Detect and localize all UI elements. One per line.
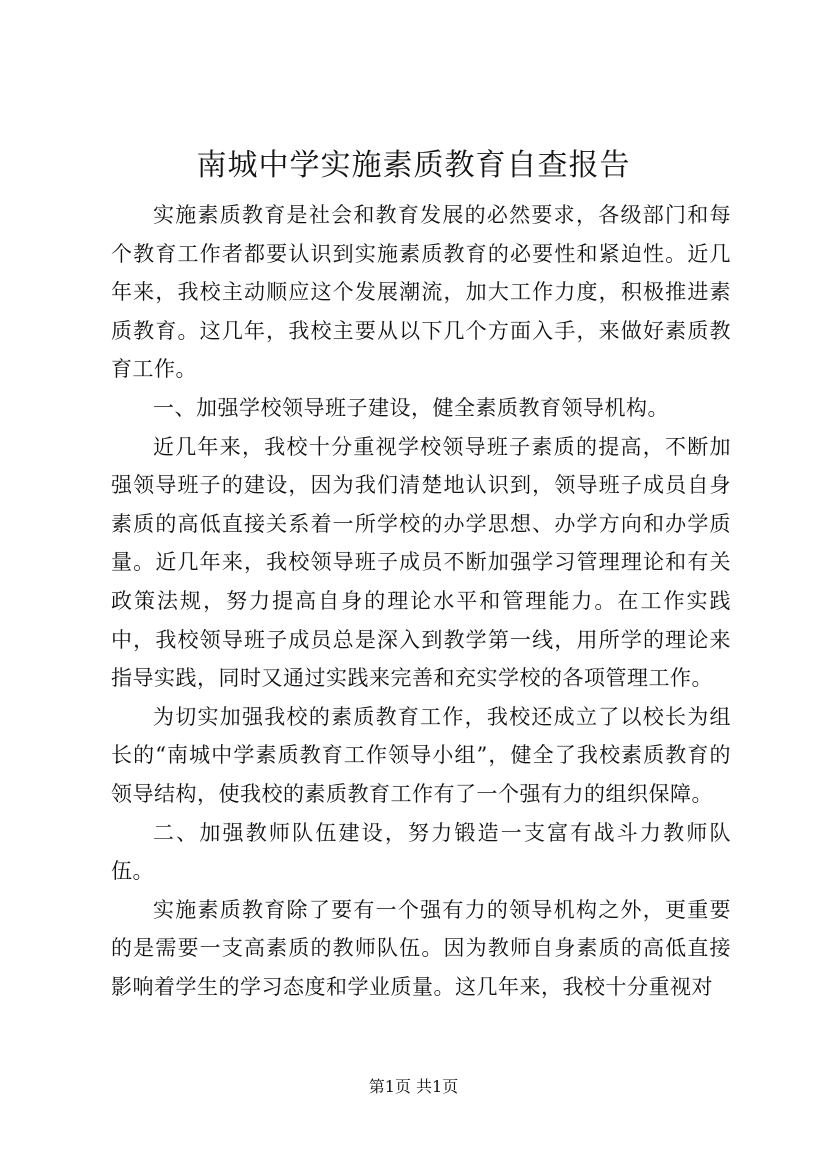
page-footer: 第1页 共1页 xyxy=(368,1077,459,1096)
paragraph-leading-group: 为切实加强我校的素质教育工作，我校还成立了以校长为组长的“南城中学素质教育工作领导小组”，健全了我校素质教育的领导结构，使我校的素质教育工作有了一个强有力的组织保障。 xyxy=(111,704,731,806)
paragraph-teachers: 实施素质教育除了要有一个强有力的领导机构之外，更重要的是需要一支高素质的教师队伍。因为教师自身素质的高低直接影响着学生的学习态度和学业质量。这几年来，我校十分重视对 xyxy=(111,897,731,999)
paragraph-leadership: 近几年来，我校十分重视学校领导班子素质的提高，不断加强领导班子的建设，因为我们清楚地认识到，领导班子成员自身素质的高低直接关系着一所学校的办学思想、办学方向和办学质量。近几年来，我校领导班子成员不断加强学习管理理论和有关政策法规，努力提高自身的理论水平和管理能力。在工作实践中，我校领导班子成员总是深入到教学第一线，用所学的理论来指导实践，同时又通过实践来完善和充实学校的各项管理工作。 xyxy=(111,434,731,691)
document-body xyxy=(111,196,731,1006)
section-heading-2: 二、加强教师队伍建设，努力锻造一支富有战斗力教师队伍。 xyxy=(111,820,731,884)
paragraph-intro: 实施素质教育是社会和教育发展的必然要求，各级部门和每个教育工作者都要认识到实施素质教育的必要性和紧迫性。近几年来，我校主动顺应这个发展潮流，加大工作力度，积极推进素质教育。这几年，我校主要从以下几个方面入手，来做好素质教育工作。 xyxy=(111,203,731,382)
section-heading-1: 一、加强学校领导班子建设，健全素质教育领导机构。 xyxy=(153,395,669,420)
document-title: 南城中学实施素质教育自查报告 xyxy=(196,148,631,183)
